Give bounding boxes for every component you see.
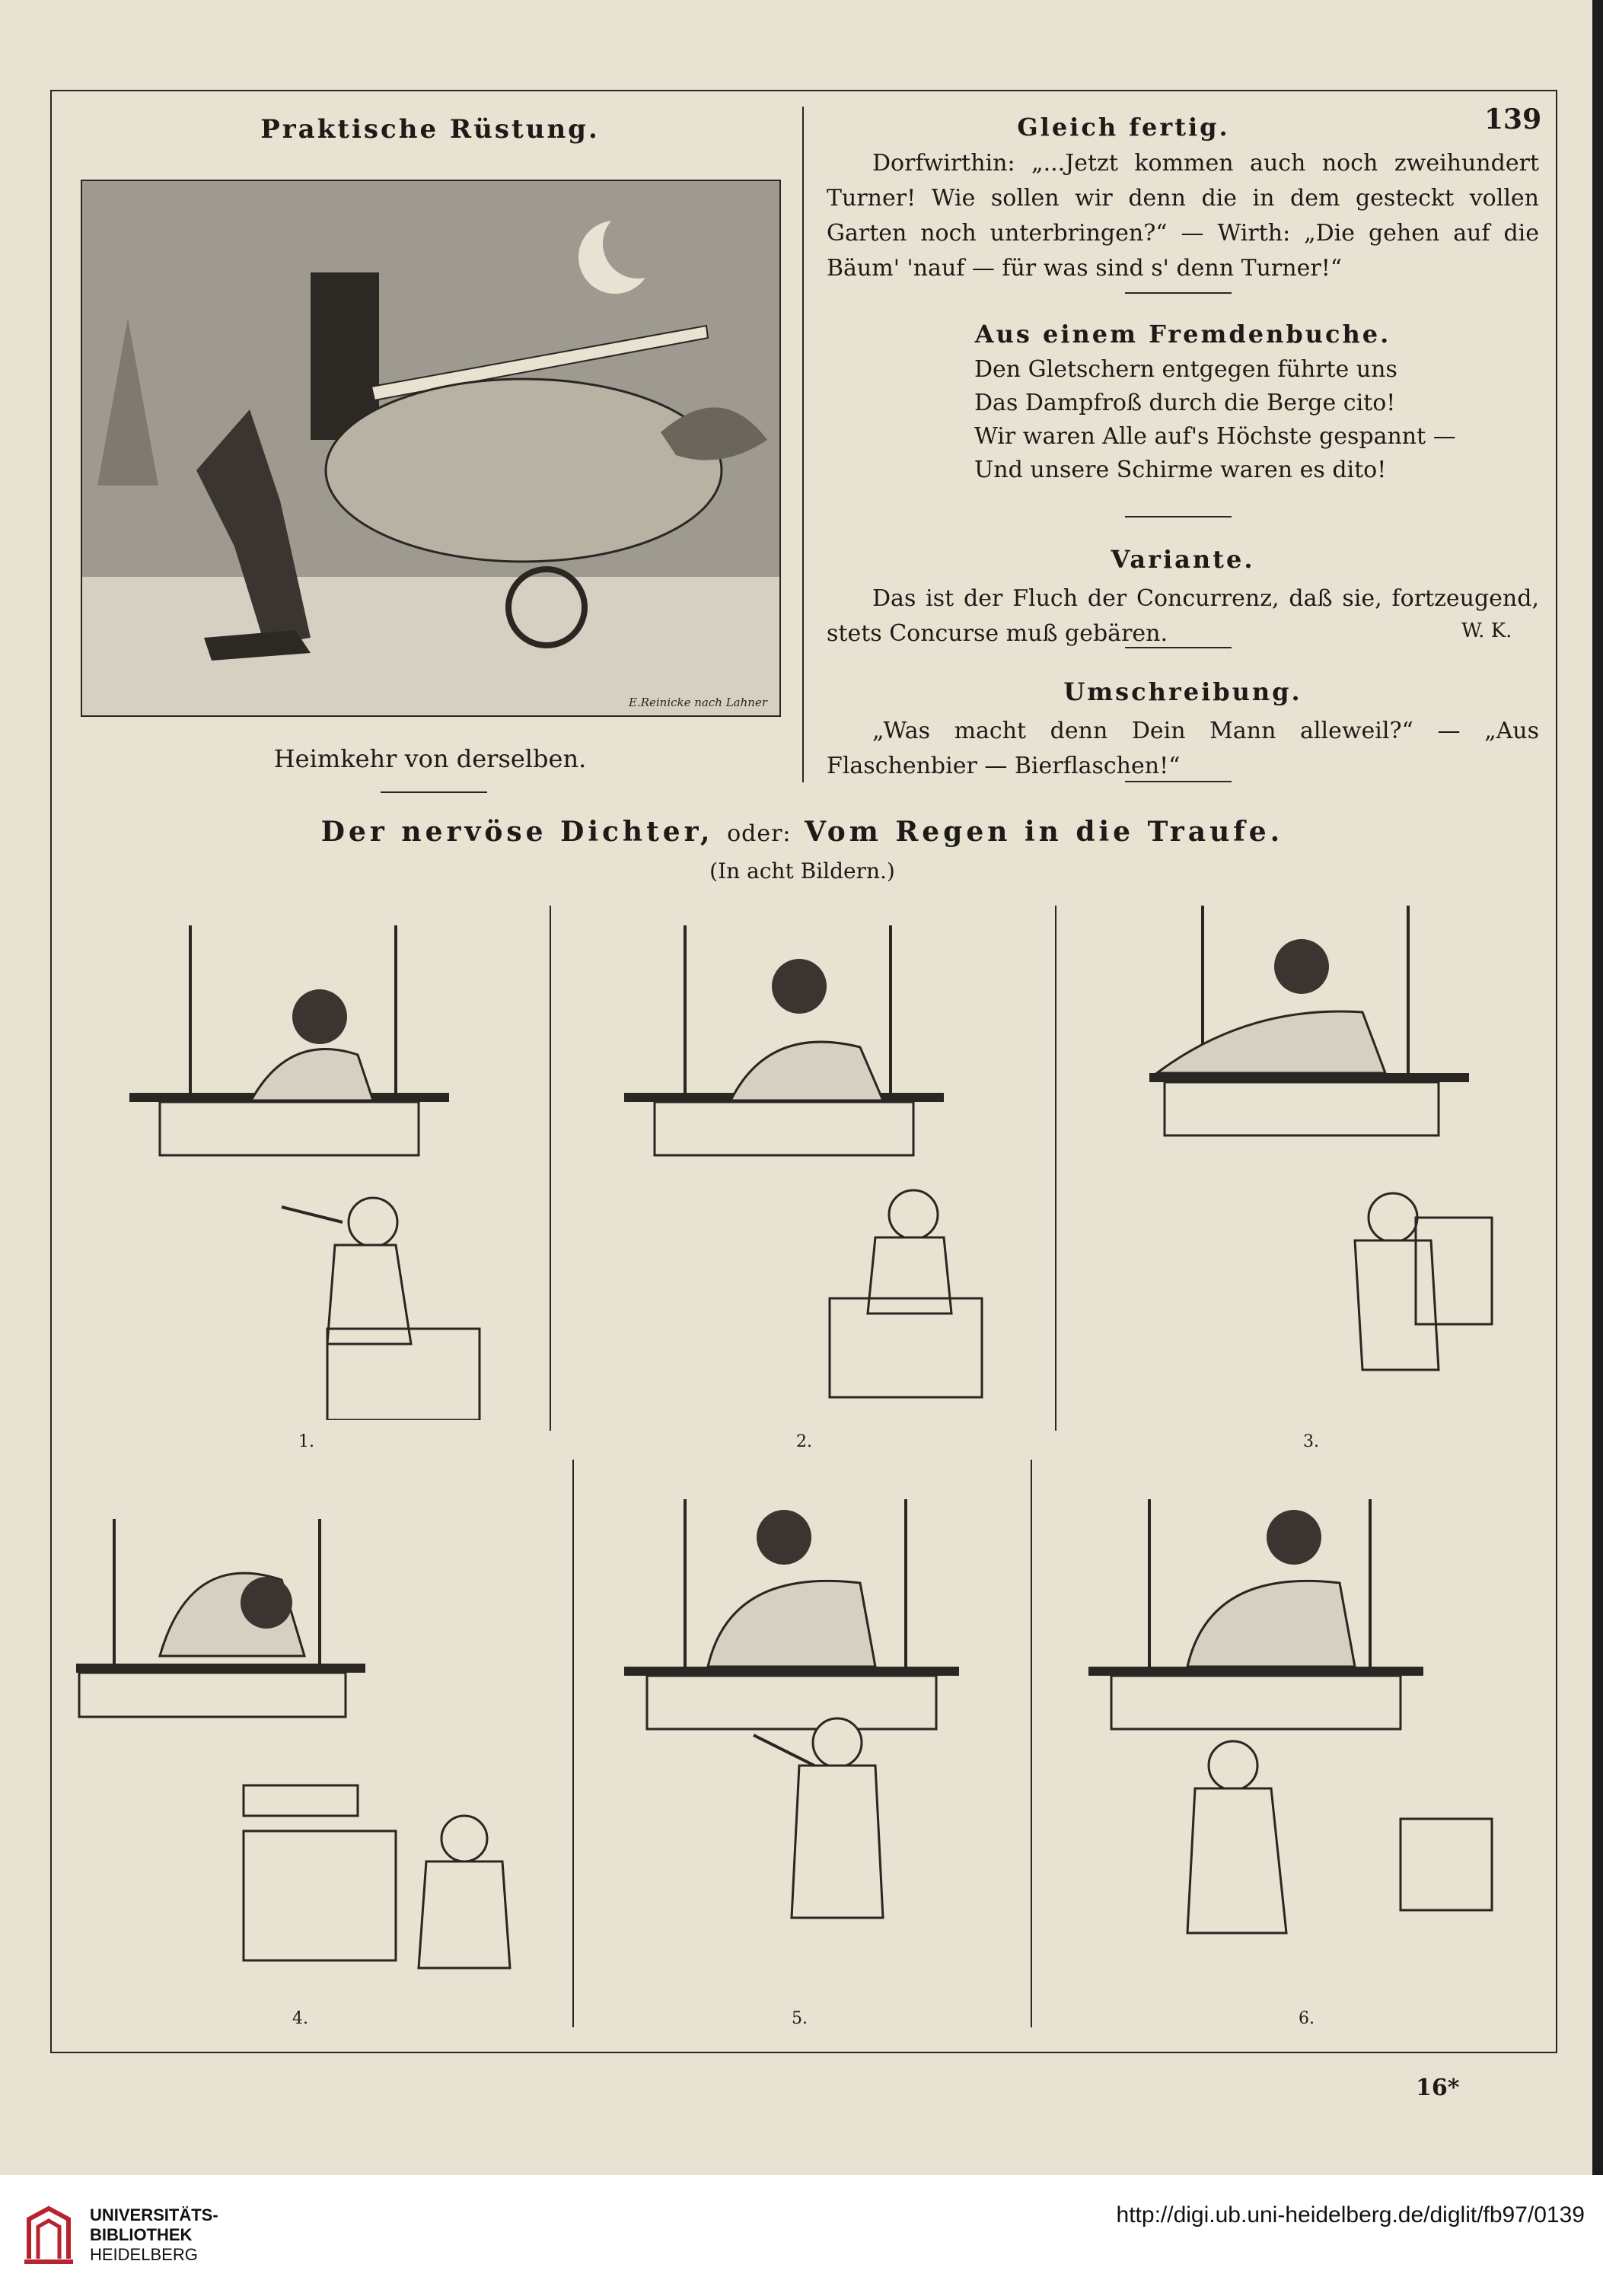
page-signature: 16* [1416, 2075, 1460, 2101]
page-number: 139 [1484, 103, 1542, 135]
panel-number-4: 4. [292, 2009, 308, 2028]
comic-title-oder: oder: [727, 820, 792, 847]
left-title: Praktische Rüstung. [260, 114, 600, 145]
section-body-variante: Das ist der Fluch der Concurrenz, daß sie, fortzeugend, stets Concurse muß gebären. [827, 585, 1539, 647]
comic-panel-5 [617, 1492, 1012, 1994]
comic-title [50, 816, 1554, 848]
institution-line-3: HEIDELBERG [90, 2245, 198, 2264]
divider-1 [1125, 292, 1232, 294]
divider-2 [1125, 516, 1232, 517]
panel-number-3: 3. [1303, 1432, 1319, 1451]
column-divider [802, 107, 804, 782]
verse-line-3: Wir waren Alle auf's Höchste gespannt — [974, 423, 1456, 450]
institution-name [90, 2205, 218, 2265]
verse-line-2: Das Dampfroß durch die Berge cito! [974, 390, 1396, 416]
section-heading-umschreibung: Umschreibung. [1063, 677, 1302, 706]
comic-panel-4 [76, 1511, 518, 2006]
comic-panel-1 [114, 918, 510, 1420]
digitization-footer [0, 2175, 1603, 2296]
panel-number-5: 5. [792, 2009, 808, 2028]
section-heading-variante: Variante. [1111, 545, 1255, 574]
section-heading-gleich: Gleich fertig. [1017, 113, 1230, 142]
panel-number-2: 2. [796, 1432, 812, 1451]
comic-panel-6 [1081, 1492, 1507, 1994]
comic-title-part2: Vom Regen in die Traufe. [805, 816, 1284, 848]
institution-line-1: UNIVERSITÄTS- [90, 2205, 218, 2224]
panel-divider-2 [1055, 906, 1056, 1431]
left-caption-rule [381, 791, 487, 793]
artist-signature: E.Reinicke nach Lahner [629, 696, 767, 709]
university-logo-icon [21, 2204, 76, 2266]
left-caption: Heimkehr von derselben. [273, 744, 587, 773]
institution-line-2: BIBLIOTHEK [90, 2225, 193, 2244]
comic-panel-2 [609, 918, 1005, 1420]
comic-subtitle: (In acht Bildern.) [709, 858, 895, 884]
panel-number-1: 1. [298, 1432, 314, 1451]
permalink-url[interactable]: http://digi.ub.uni-heidelberg.de/diglit/fb97/0139 [1116, 2202, 1585, 2228]
knight-illustration [81, 180, 781, 717]
panel-divider-4 [1031, 1460, 1032, 2027]
divider-3 [1125, 647, 1232, 648]
panel-divider-1 [550, 906, 551, 1431]
section-body-gleich: Dorfwirthin: „...Jetzt kommen auch noch zweihundert Turner! Wie sollen wir denn die in dem gesteckt vollen Garten noch unterbringen?“ — Wirth: „Die gehen auf die Bäum' 'nauf — für was sind s' denn Turner!“ [827, 150, 1539, 282]
section-heading-fremdenbuch: Aus einem Fremdenbuche. [974, 320, 1391, 349]
knight-drawing [82, 181, 779, 715]
verse-line-4: Und unsere Schirme waren es dito! [974, 457, 1387, 483]
panel-divider-3 [572, 1460, 574, 2027]
verse-line-1: Den Gletschern entgegen führte uns [974, 356, 1397, 383]
panel-number-6: 6. [1299, 2009, 1315, 2028]
comic-panel-3 [1111, 898, 1507, 1423]
section-body-umschreibung: „Was macht denn Dein Mann alleweil?“ — „Aus Flaschenbier — Bierflaschen!“ [827, 718, 1539, 779]
divider-4 [1125, 781, 1232, 782]
variante-author: W. K. [1461, 619, 1512, 642]
comic-title-part1: Der nervöse Dichter, [320, 816, 714, 848]
